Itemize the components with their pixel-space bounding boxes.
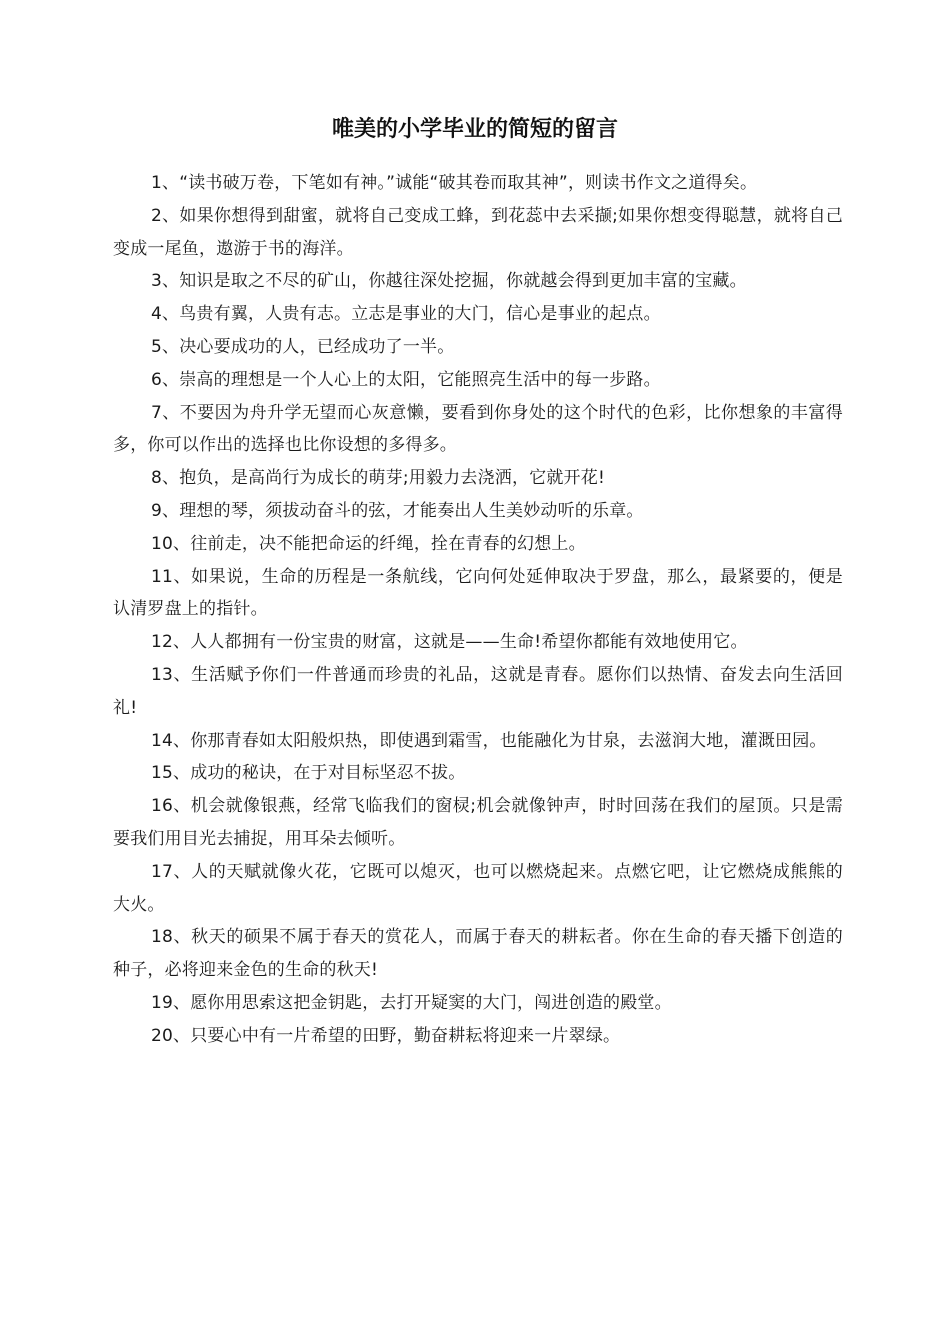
paragraph-13: 13、生活赋予你们一件普通而珍贵的礼品，这就是青春。愿你们以热情、奋发去向生活回礼! (113, 664, 843, 718)
paragraph-20: 20、只要心中有一片希望的田野，勤奋耕耘将迎来一片翠绿。 (151, 1025, 621, 1046)
paragraph-4: 4、鸟贵有翼，人贵有志。立志是事业的大门，信心是事业的起点。 (151, 304, 661, 325)
document-title: 唯美的小学毕业的简短的留言 (331, 117, 618, 142)
paragraph-18: 18、秋天的硕果不属于春天的赏花人，而属于春天的耕耘者。你在生命的春天播下创造的种子，必将迎来金色的生命的秋天! (113, 927, 843, 981)
paragraph-8: 8、抱负，是高尚行为成长的萌芽;用毅力去浇洒，它就开花! (151, 468, 605, 489)
paragraph-16: 16、机会就像银燕，经常飞临我们的窗棂;机会就像钟声，时时回荡在我们的屋顶。只是需要我们用目光去捕捉，用耳朵去倾听。 (113, 796, 843, 849)
paragraph-12: 12、人人都拥有一份宝贵的财富，这就是——生命!希望你都能有效地使用它。 (151, 632, 748, 653)
paragraph-17: 17、人的天赋就像火花，它既可以熄灭，也可以燃烧起来。点燃它吧，让它燃烧成熊熊的大火。 (113, 861, 843, 915)
paragraph-6: 6、崇高的理想是一个人心上的太阳，它能照亮生活中的每一步路。 (151, 369, 661, 390)
paragraph-7: 7、不要因为舟升学无望而心灰意懒，要看到你身处的这个时代的色彩，比你想象的丰富得多，你可以作出的选择也比你设想的多得多。 (113, 402, 843, 456)
paragraph-3: 3、知识是取之不尽的矿山，你越往深处挖掘，你就越会得到更加丰富的宝藏。 (151, 271, 747, 292)
paragraph-15: 15、成功的秘诀，在于对目标坚忍不拔。 (151, 763, 466, 784)
paragraph-9: 9、理想的琴，须拔动奋斗的弦，才能奏出人生美妙动听的乐章。 (151, 500, 644, 521)
paragraph-1: 1、“读书破万卷，下笔如有神。”诚能“破其卷而取其神”，则读书作文之道得矣。 (151, 173, 758, 193)
paragraph-11: 11、如果说，生命的历程是一条航线，它向何处延伸取决于罗盘，那么，最紧要的，便是认清罗盘上的指针。 (113, 566, 843, 620)
paragraph-5: 5、决心要成功的人，已经成功了一半。 (151, 336, 455, 357)
paragraph-10: 10、往前走，决不能把命运的纤绳，拴在青春的幻想上。 (151, 533, 586, 554)
paragraph-19: 19、愿你用思索这把金钥匙，去打开疑窦的大门，闯进创造的殿堂。 (151, 992, 672, 1013)
paragraph-14: 14、你那青春如太阳般炽热，即使遇到霜雪，也能融化为甘泉，去滋润大地，灌溉田园。 (151, 730, 827, 751)
document-body (113, 167, 843, 1053)
paragraph-2: 2、如果你想得到甜蜜，就将自己变成工蜂，到花蕊中去采撷;如果你想变得聪慧，就将自己变成一尾鱼，遨游于书的海洋。 (113, 205, 843, 259)
